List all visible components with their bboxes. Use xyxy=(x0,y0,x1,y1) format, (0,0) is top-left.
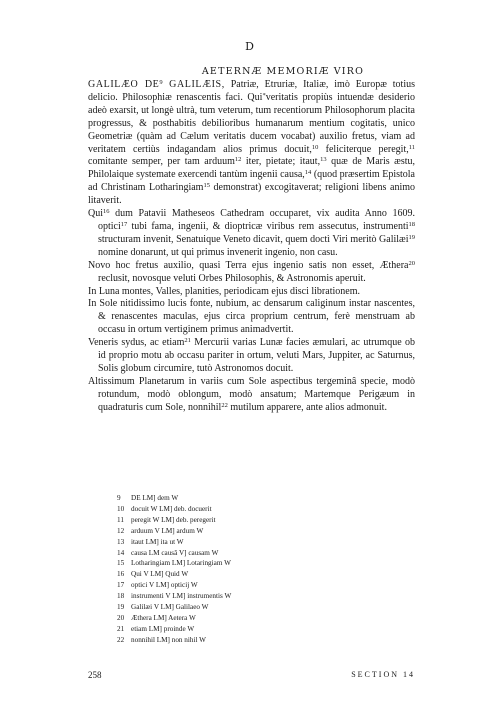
note-ref: 10 xyxy=(311,143,319,151)
note-number: 22 xyxy=(117,635,125,644)
note-line xyxy=(117,569,357,580)
note-ref: 22 xyxy=(221,401,228,409)
text-run: iter, pietate; itaut, xyxy=(241,156,321,168)
note-ref: 21 xyxy=(184,337,191,345)
paragraph-5 xyxy=(88,298,415,337)
text-run: Mercurii varias Lunæ facies æmulari, ac utrumque ob id proprio motu ab occasu pariter in ortum, veluti Mars, Juppiter, ac Saturnus, Solis globum circumire, tutò Astronomos docuit. xyxy=(98,337,415,374)
inscription-title: AETERNÆ MEMORIÆ VIRO xyxy=(201,66,365,77)
text-run: In Luna montes, Valles, planities, periodicam ejus disci librationem. xyxy=(88,285,360,297)
note-text: Qui V LM] Quid W xyxy=(131,570,189,579)
note-line xyxy=(117,591,357,602)
text-run: tubi fama, ingenii, & dioptricæ viribus rem assecutus, instrumenti xyxy=(127,220,409,232)
text-run: (quod præsertim Epistola ad Christinam Lotharingiam xyxy=(88,169,415,194)
note-number: 13 xyxy=(117,537,125,546)
note-line xyxy=(117,624,357,635)
note-text: peregit W LM] deb. peregerit xyxy=(131,515,216,524)
text-run: Veneris sydus, ac etiam xyxy=(88,337,185,349)
note-ref: 14 xyxy=(304,169,312,177)
note-line xyxy=(117,558,357,569)
text-run: In Sole nitidissimo lucis fonte, nubium, ac densarum caliginum instar nascentes, & renascentes maculas, ejus circa proprium centrum, ferè menstruam ab occasu in ortum vertiginem primus animadvertit. xyxy=(88,298,415,336)
page-number: 258 xyxy=(88,670,102,680)
note-ref: 20 xyxy=(408,259,415,267)
note-ref: 12 xyxy=(234,156,242,164)
note-line xyxy=(117,602,357,613)
note-text: etiam LM] proinde W xyxy=(131,624,195,633)
note-number: 17 xyxy=(117,581,125,590)
paragraph-7 xyxy=(88,376,415,415)
note-ref: 9 xyxy=(159,79,163,86)
note-line xyxy=(117,493,357,504)
paragraph-2 xyxy=(88,208,415,260)
paragraph-1 xyxy=(88,79,415,208)
note-text: optici V LM] opticij W xyxy=(131,581,198,590)
text-run: Novo hoc fretus auxilio, quasi Terra ejus ingenio satis non esset, Æthera xyxy=(88,259,409,271)
paragraph-4 xyxy=(88,286,415,299)
note-number: 9 xyxy=(117,494,121,502)
note-text: itaut LM] ita ut W xyxy=(131,537,184,546)
paragraph-6 xyxy=(88,337,415,376)
note-number: 20 xyxy=(117,613,125,622)
text-run: reclusit, novosque veluti Orbes Philosophis, & Astronomis aperuit. xyxy=(98,272,366,284)
note-number: 19 xyxy=(117,603,125,612)
name-lead-2: GALILÆIS, xyxy=(162,79,225,90)
text-run: demonstrat) excogitaverat; religioni libens animo litaverit. xyxy=(88,182,416,207)
name-lead: GALILÆO DE xyxy=(88,79,160,90)
note-line xyxy=(117,613,357,624)
note-number: 21 xyxy=(117,624,125,633)
text-run: veritatis propiùs intuendæ desiderio adeò exarsit, ut longè ultrà, tum veterum, tum recentiorum Philosophorum placita progressus, & posthabitis debilioribus humanarum mentium cogitatis, unico Geometriæ (quàm ad Cælum veritatis ducem vocabat) auxilio fretus, viam ad veritatem certiùs indagandam alios primus docuit, xyxy=(88,91,415,155)
note-ref: 19 xyxy=(408,233,415,241)
text-run: Altissimum Planetarum in variis cum Sole aspectibus tergeminâ specie, modò rotundum, modò oblongum, modò ansatum; Martemque Perigæum in quadraturis cum Sole, nonnihil xyxy=(88,375,415,413)
note-line xyxy=(117,504,357,515)
note-line xyxy=(117,580,357,591)
note-number: 14 xyxy=(117,548,125,557)
note-ref: 13 xyxy=(320,156,327,164)
text-run: dum Patavii Matheseos Cathedram occuparet, vix audita Anno 1609. optici xyxy=(98,208,415,232)
apparatus-notes xyxy=(117,493,357,646)
note-ref: 11 xyxy=(408,143,415,151)
note-number: 12 xyxy=(117,526,125,535)
note-text: arduum V LM] ardum W xyxy=(131,526,204,535)
text-run: quæ de Maris æstu, Philolaique systemate exercendi tantùm ingenii causa, xyxy=(88,156,416,181)
note-text: Galilæi V LM] Galilaeo W xyxy=(131,603,209,612)
note-line xyxy=(117,635,357,646)
note-ref: 18 xyxy=(408,220,415,228)
note-text: causa LM causâ V] causam W xyxy=(131,548,219,557)
note-line xyxy=(117,526,357,537)
main-text xyxy=(88,79,415,415)
note-number: 10 xyxy=(117,504,125,513)
text-run: mutilum apparere, ante alios admonuit. xyxy=(227,401,387,413)
paragraph-3 xyxy=(88,260,415,286)
note-line xyxy=(117,548,357,559)
note-number: 18 xyxy=(117,592,125,601)
note-text: DE LM] dem W xyxy=(131,494,179,502)
note-line xyxy=(117,537,357,548)
note-ref: 16 xyxy=(103,208,110,216)
note-number: 11 xyxy=(117,515,124,524)
note-text: instrumenti V LM] instrumentis W xyxy=(131,592,232,601)
text-run: comitante semper, per tam arduum xyxy=(88,156,235,168)
text-run: feliciterque peregit, xyxy=(318,143,409,155)
note-text: Lotharingiam LM] Lotaringiam W xyxy=(131,559,231,568)
text-run: nomine donarunt, ut qui primus invenerit ingenio, non casu. xyxy=(98,246,338,258)
note-text: docuit W LM] deb. docuerit xyxy=(131,504,212,513)
note-line xyxy=(117,515,357,526)
note-text: nonnihil LM] non nihil W xyxy=(131,635,206,644)
note-number: 15 xyxy=(117,559,125,568)
note-ref: * xyxy=(262,91,266,99)
text-run: structuram invenit, Senatuique Veneto dicavit, quem doctì Viri meritò Galilæi xyxy=(98,233,409,245)
text-run: Qui xyxy=(88,208,103,220)
note-ref: 17 xyxy=(120,220,128,228)
page-letter: D xyxy=(245,40,255,53)
section-label: SECTION 14 xyxy=(351,670,415,679)
note-ref: 15 xyxy=(203,182,210,190)
note-text: Æthera LM] Aetera W xyxy=(131,613,196,622)
note-number: 16 xyxy=(117,570,125,579)
text-run: Patriæ, Etruriæ, Italiæ, imò Europæ totius delicio. Philosophiæ renascentis faci. Qui xyxy=(88,79,415,103)
